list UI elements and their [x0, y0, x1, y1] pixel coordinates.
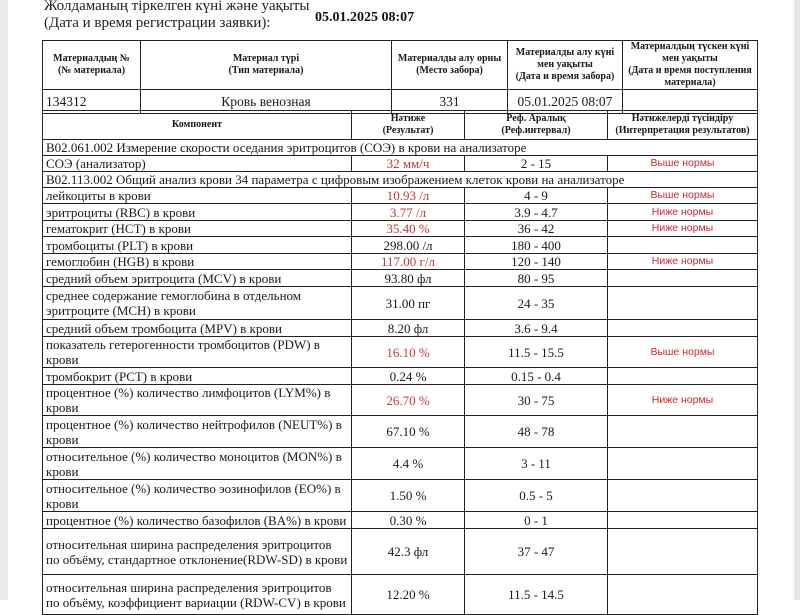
component-name: лейкоциты в крови [43, 188, 352, 204]
component-name: средний объем эритроцита (MCV) в крови [43, 270, 352, 287]
interpretation [608, 480, 758, 512]
result-value: 1.50 % [352, 480, 465, 512]
interpretation [608, 512, 758, 529]
result-row [43, 385, 758, 416]
reference-range: 3 - 11 [465, 448, 608, 480]
registration-label-kz: Жолдаманың тіркелген күні және уақыты [44, 0, 310, 14]
reference-range: 4 - 9 [465, 188, 608, 204]
interpretation [608, 237, 758, 254]
registration-datetime: 05.01.2025 08:07 [315, 10, 415, 25]
result-value: 117.00 г/л [352, 254, 465, 270]
result-value: 35.40 % [352, 221, 465, 237]
header-kz: Нәтижелерді түсіндіру [631, 113, 734, 124]
interpretation: Ниже нормы [608, 221, 758, 237]
component-name: относительное (%) количество моноцитов (MON%) в крови [43, 448, 352, 480]
component-name: СОЭ (анализатор) [43, 156, 352, 172]
material-number: 134312 [43, 90, 141, 114]
component-name: средний объем тромбоцита (MPV) в крови [43, 320, 352, 337]
reference-range: 36 - 42 [465, 221, 608, 237]
result-value: 12.20 % [352, 575, 465, 615]
result-row [43, 287, 758, 320]
result-value: 10.93 /л [352, 188, 465, 204]
interpretation [608, 416, 758, 448]
reference-range: 30 - 75 [465, 385, 608, 416]
interpretation [608, 320, 758, 337]
reference-range: 0 - 1 [465, 512, 608, 529]
interpretation [608, 575, 758, 615]
result-row [43, 221, 758, 237]
component-name: относительное (%) количество эозинофилов (EO%) в крови [43, 480, 352, 512]
interpretation [608, 529, 758, 575]
result-row [43, 156, 758, 172]
component-name: относительная ширина распределения эритроцитов по объёму, стандартное отклонение(RDW-SD) в крови [43, 529, 352, 575]
reference-range: 37 - 47 [465, 529, 608, 575]
component-name: относительная ширина распределения эритроцитов по объёму, коэффициент вариации (RDW-CV) в крови [43, 575, 352, 615]
result-row [43, 188, 758, 204]
component-name: среднее содержание гемоглобина в отдельном эритроците (MCH) в крови [43, 287, 352, 320]
result-row [43, 320, 758, 337]
interpretation: Ниже нормы [608, 385, 758, 416]
interpretation: Выше нормы [608, 156, 758, 172]
result-value: 32 мм/ч [352, 156, 465, 172]
section-row [43, 140, 758, 156]
result-row [43, 254, 758, 270]
result-row [43, 270, 758, 287]
interpretation: Выше нормы [608, 337, 758, 368]
interpretation [608, 287, 758, 320]
component-name: процентное (%) количество базофилов (BA%) в крови [43, 512, 352, 529]
component-name: гематокрит (НСТ) в крови [43, 221, 352, 237]
reference-range: 11.5 - 15.5 [465, 337, 608, 368]
component-name: процентное (%) количество нейтрофилов (NEUT%) в крови [43, 416, 352, 448]
header-kz: Материалды алу орны [397, 53, 502, 64]
result-row [43, 512, 758, 529]
result-value: 26.70 % [352, 385, 465, 416]
header-ru: (Дата и время забора) [515, 71, 615, 82]
section-title: В02.113.002 Общий анализ крови 34 параметра с цифровым изображением клеток крови на анализаторе [43, 172, 758, 188]
result-value: 3.77 /л [352, 204, 465, 221]
reference-range: 180 - 400 [465, 237, 608, 254]
result-row [43, 529, 758, 575]
result-value: 31.00 пг [352, 287, 465, 320]
header-ru: (Тип материала) [228, 65, 304, 76]
component-name: тромбокрит (PCT) в крови [43, 368, 352, 385]
header-kz: Материалдың № [53, 53, 130, 64]
reference-range: 11.5 - 14.5 [465, 575, 608, 615]
result-row [43, 368, 758, 385]
result-row [43, 575, 758, 615]
reference-range: 3.9 - 4.7 [465, 204, 608, 221]
result-value: 93.80 фл [352, 270, 465, 287]
interpretation: Ниже нормы [608, 254, 758, 270]
header-kz: Нәтиже [390, 113, 426, 124]
header-ru: (№ материала) [57, 65, 126, 76]
results-header-row [43, 111, 758, 140]
material-header-row [43, 41, 758, 90]
results-table [42, 110, 758, 615]
result-value: 298.00 /л [352, 237, 465, 254]
header-kz: Реф. Аралық [506, 113, 566, 124]
result-row [43, 337, 758, 368]
component-name: показатель гетерогенности тромбоцитов (PDW) в крови [43, 337, 352, 368]
interpretation: Ниже нормы [608, 204, 758, 221]
component-name: гемоглобин (HGB) в крови [43, 254, 352, 270]
header-kz: Материалдың түскен күні мен уақыты [630, 41, 750, 64]
interpretation [608, 368, 758, 385]
header-kz: Материал түрі [232, 53, 300, 64]
reference-range: 24 - 35 [465, 287, 608, 320]
result-row [43, 448, 758, 480]
header-interpretation [608, 111, 758, 140]
header-ru: (Интерпретация результатов) [615, 125, 750, 136]
collection-place: 331 [392, 90, 508, 114]
section-row [43, 172, 758, 188]
results-body [43, 140, 758, 615]
section-title: В02.061.002 Измерение скорости оседания эритроцитов (СОЭ) в крови на анализаторе [43, 140, 758, 156]
header-ru: (Дата и время поступления материала) [628, 65, 752, 88]
registration-label-ru: (Дата и время регистрации заявки): [44, 15, 271, 31]
header-material-type [141, 41, 392, 90]
interpretation [608, 270, 758, 287]
result-value: 42.3 фл [352, 529, 465, 575]
header-collection-datetime [508, 41, 623, 90]
header-ru: (Результат) [382, 125, 434, 136]
result-value: 16.10 % [352, 337, 465, 368]
reference-range: 120 - 140 [465, 254, 608, 270]
reference-range: 0.15 - 0.4 [465, 368, 608, 385]
header-ru: (Реф.интервал) [501, 125, 571, 136]
scrollbar-track[interactable] [794, 0, 800, 600]
material-table [42, 40, 758, 114]
header-received-datetime [623, 41, 758, 90]
registration-label [44, 0, 310, 32]
collection-datetime: 05.01.2025 08:07 [508, 90, 623, 114]
header-ru: (Место забора) [416, 65, 483, 76]
interpretation: Выше нормы [608, 188, 758, 204]
result-value: 4.4 % [352, 448, 465, 480]
component-name: эритроциты (RBC) в крови [43, 204, 352, 221]
reference-range: 0.5 - 5 [465, 480, 608, 512]
header-collection-place [392, 41, 508, 90]
result-row [43, 480, 758, 512]
interpretation [608, 448, 758, 480]
result-row [43, 204, 758, 221]
reference-range: 48 - 78 [465, 416, 608, 448]
result-value: 67.10 % [352, 416, 465, 448]
component-name: тромбоциты (PLT) в крови [43, 237, 352, 254]
reference-range: 2 - 15 [465, 156, 608, 172]
result-row [43, 237, 758, 254]
result-value: 8.20 фл [352, 320, 465, 337]
result-value: 0.24 % [352, 368, 465, 385]
header-result [352, 111, 465, 140]
header-reference [465, 111, 608, 140]
component-name: процентное (%) количество лимфоцитов (LYM%) в крови [43, 385, 352, 416]
header-component: Компонент [43, 111, 352, 140]
result-row [43, 416, 758, 448]
material-type: Кровь венозная [141, 90, 392, 114]
reference-range: 3.6 - 9.4 [465, 320, 608, 337]
header-kz: Материалды алу күні мен уақыты [515, 47, 615, 70]
result-value: 0.30 % [352, 512, 465, 529]
reference-range: 80 - 95 [465, 270, 608, 287]
left-margin-strip [0, 0, 8, 600]
header-material-number [43, 41, 141, 90]
